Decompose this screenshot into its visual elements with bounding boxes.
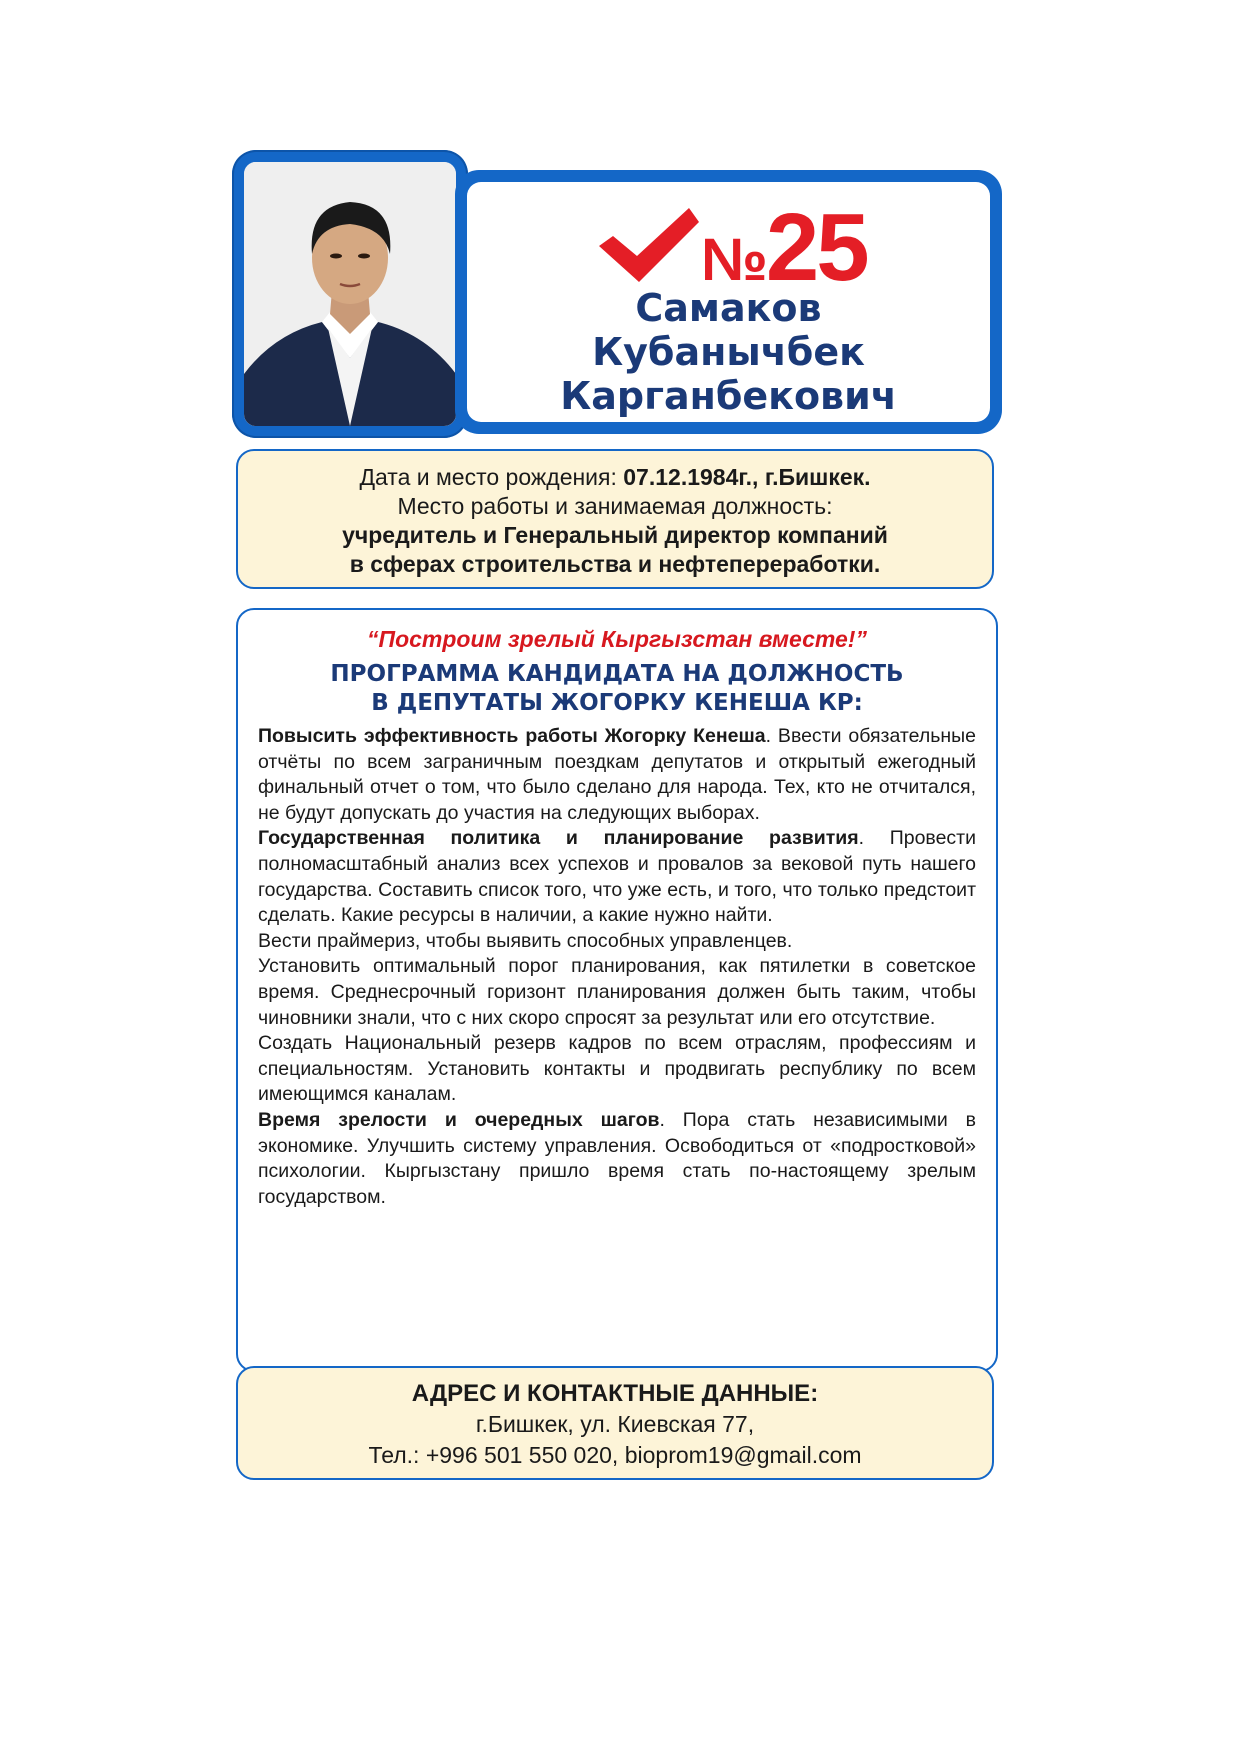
candidate-first-name: Кубанычбек bbox=[592, 330, 865, 374]
candidate-header bbox=[467, 182, 990, 422]
program-title-line-1: ПРОГРАММА КАНДИДАТА НА ДОЛЖНОСТЬ bbox=[330, 661, 904, 687]
candidate-photo-frame bbox=[232, 150, 468, 438]
candidate-name bbox=[467, 286, 990, 418]
work-value-line-2: в сферах строительства и нефтепереработки. bbox=[349, 551, 881, 577]
number-sign: № bbox=[701, 226, 766, 293]
candidate-photo bbox=[244, 162, 456, 426]
contacts-box bbox=[236, 1366, 994, 1480]
program-box bbox=[236, 608, 998, 1372]
program-paragraph-heading: Государственная политика и планирование развития bbox=[258, 827, 859, 850]
program-paragraph-heading: Время зрелости и очередных шагов bbox=[258, 1108, 660, 1131]
contacts-title: АДРЕС И КОНТАКТНЫЕ ДАННЫЕ: bbox=[411, 1380, 819, 1407]
program-title-line-2: В ДЕПУТАТЫ ЖОГОРКУ КЕНЕША КР: bbox=[371, 690, 863, 716]
candidate-surname: Самаков bbox=[635, 286, 822, 330]
work-label: Место работы и занимаемая должность: bbox=[397, 493, 833, 519]
program-title bbox=[238, 660, 996, 718]
checkmark-icon bbox=[597, 206, 701, 284]
candidate-patronymic: Карганбекович bbox=[560, 374, 897, 418]
work-value-line-1: учредитель и Генеральный директор компаний bbox=[342, 522, 888, 548]
program-paragraph: Вести праймериз, чтобы выявить способных управленцев. bbox=[258, 929, 793, 952]
program-slogan: “Построим зрелый Кыргызстан вместе!” bbox=[367, 626, 867, 652]
program-paragraph: Установить оптимальный порог планирования, как пятилетки в советское время. Среднесрочный горизонт планирования должен быть таким, чтобы чиновники знали, что с них скоро спросят за результат или его отсутствие. bbox=[258, 955, 976, 1029]
birth-value: 07.12.1984г., г.Бишкек. bbox=[623, 464, 871, 490]
contacts-phone-email: Тел.: +996 501 550 020, bioprom19@gmail.com bbox=[368, 1442, 862, 1468]
program-paragraph: Создать Национальный резерв кадров по всем отраслям, профессиям и специальностям. Установить контакты и продвигать республику по всем имеющимся каналам. bbox=[258, 1032, 976, 1106]
candidate-portrait-image bbox=[244, 162, 456, 426]
contacts-address: г.Бишкек, ул. Киевская 77, bbox=[475, 1411, 755, 1437]
birth-label: Дата и место рождения: bbox=[359, 464, 624, 490]
number-value: 25 bbox=[765, 194, 867, 301]
program-text bbox=[258, 724, 976, 1210]
program-paragraph: Повысить эффективность работы Жогорку Кенеша. Ввести обязательные отчёты по всем заграничным поездкам депутатов и открытый ежегодный финальный отчет о том, что было сделано для народа. Тех, кто не отчитался, не будут допускать до участия на следующих выборах. bbox=[258, 725, 976, 824]
birth-line bbox=[238, 463, 992, 492]
program-paragraph: Государственная политика и планирование развития. Провести полномасштабный анализ всех успехов и провалов за вековой путь нашего государства. Составить список того, что уже есть, и того, что только предстоит сделать. Какие ресурсы в наличии, а какие нужно найти. bbox=[258, 827, 976, 927]
candidate-header-frame bbox=[455, 170, 1002, 434]
bio-info-box bbox=[236, 449, 994, 589]
program-paragraph: Время зрелости и очередных шагов. Пора стать независимыми в экономике. Улучшить систему управления. Освободиться от «подростковой» психологии. Кыргызстану пришло время стать по-настоящему зрелым государством. bbox=[258, 1108, 976, 1208]
candidate-number bbox=[597, 194, 937, 301]
program-paragraph-heading: Повысить эффективность работы Жогорку Кенеша bbox=[258, 725, 766, 747]
